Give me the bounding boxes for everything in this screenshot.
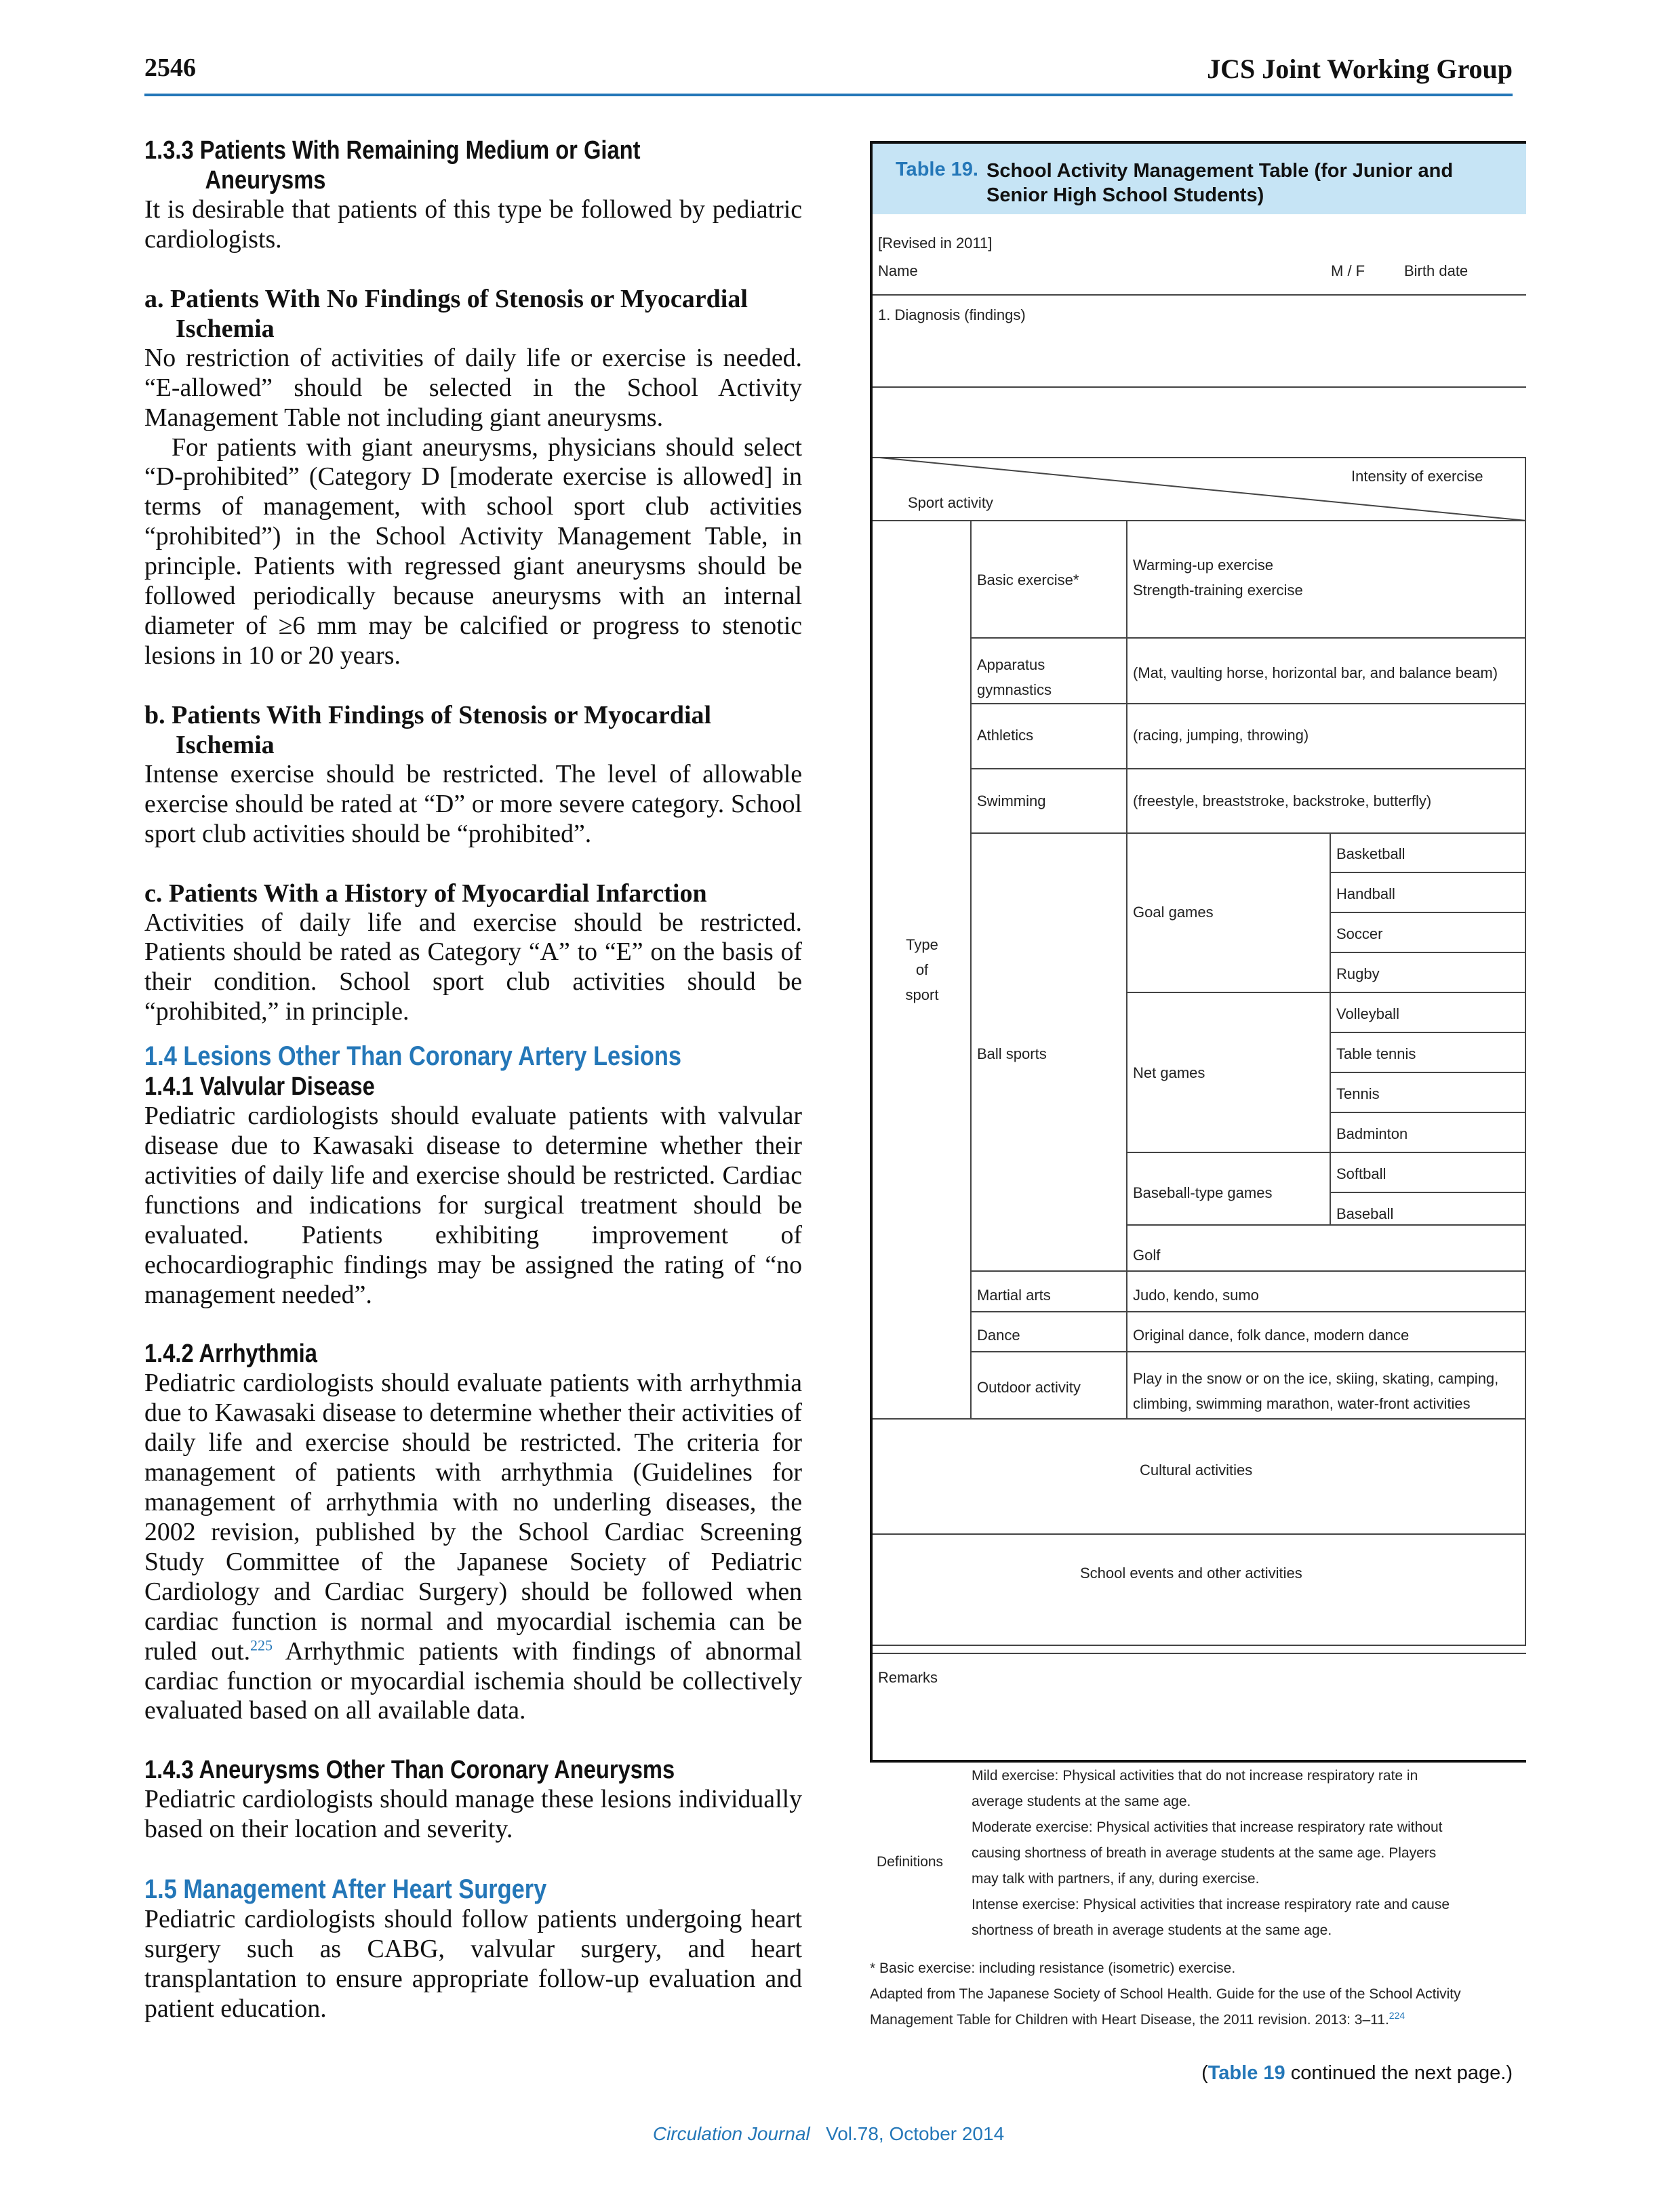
warming-up: Warming-up exercise xyxy=(1133,557,1274,574)
footnote: * Basic exercise: including resistance (isometric) exercise. xyxy=(870,1960,1236,1976)
name-field: Name xyxy=(878,262,918,279)
goal-games: Goal games xyxy=(1133,904,1214,921)
dance-desc: Original dance, folk dance, modern dance xyxy=(1133,1327,1410,1344)
table-title: School Activity Management Table (for Junior and Senior High School Students) xyxy=(986,160,1454,206)
paragraph: Pediatric cardiologists should evaluate patients with arrhythmia due to Kawasaki disease to determine whether their activities of daily life and exercise should be restricted. The criteria for management of patients with arrhythmia (Guidelines for management of arrhythmia with no underling diseases, the 2002 revision, published by the School Cardiac Screening Study Committee of the Japanese Society of Pediatric Cardiology and Cardiac Surgery) should be followed when cardiac function is normal and myocardial ischemia can be ruled out.$^{225}$ Arrhythmic patients with findings of abnormal cardiac function or myocardial ischemia should be collectively evaluated based on all available data. xyxy=(144,1369,802,1725)
paragraph: It is desirable that patients of this type be followed by pediatric cardiologists. xyxy=(144,195,802,254)
continued-note: (Table 19 continued the next page.) xyxy=(1201,2062,1513,2084)
header-rule xyxy=(144,94,1513,96)
section-1-5-title: 1.5 Management After Heart Surgery xyxy=(144,1874,547,1905)
baseball: Baseball xyxy=(1336,1205,1394,1222)
sport-activity-header: Sport activity xyxy=(908,494,993,511)
basketball: Basketball xyxy=(1336,845,1405,862)
net-games: Net games xyxy=(1133,1064,1205,1081)
swimming: Swimming xyxy=(977,792,1046,809)
footnote: Management Table for Children with Heart Disease, the 2011 revision. 2013: 3–11.$^{224}$ xyxy=(870,2010,1405,2028)
reference-link[interactable]: 224 xyxy=(1389,2010,1405,2021)
athletics-desc: (racing, jumping, throwing) xyxy=(1133,727,1309,744)
reference-link[interactable]: 225 xyxy=(250,1636,273,1654)
paragraph: Pediatric cardiologists should follow patients undergoing heart surgery such as CABG, valvular surgery, and heart transplantation to ensure appropriate follow-up evaluation and patient education. xyxy=(144,1905,802,2023)
golf: Golf xyxy=(1133,1247,1161,1264)
section-1-3-3-title: 1.3.3 Patients With Remaining Medium or Giant Aneurysms xyxy=(144,136,641,195)
paragraph: For patients with giant aneurysms, physicians should select “D-prohibited” (Category D [moderate exercise is allowed] in terms of management, with school sport club activities “prohibited”) in the School Activity Management Table, in principle. Patients with regressed giant aneurysms should be followed periodically because aneurysms with an internal diameter of ≥6 mm may be calcified or progress to stenotic lesions in 10 or 20 years. xyxy=(144,433,802,670)
school-events: School events and other activities xyxy=(1080,1565,1302,1582)
swimming-desc: (freestyle, breaststroke, backstroke, butterfly) xyxy=(1133,792,1432,809)
paragraph: Pediatric cardiologists should manage these lesions individually based on their location and severity. xyxy=(144,1785,802,1844)
outdoor-desc: Play in the snow or on the ice, skiing, skating, camping, climbing, swimming marathon, water-front activities xyxy=(1133,1370,1499,1412)
page-footer: Circulation Journal Vol.78, October 2014 xyxy=(652,2123,1005,2144)
definitions-label: Definitions xyxy=(877,1854,944,1870)
table-19 xyxy=(870,141,1526,1763)
paragraph: No restriction of activities of daily life or exercise is needed. “E-allowed” should be selected in the School Activity Management Table not including giant aneurysms. xyxy=(144,343,802,432)
rugby: Rugby xyxy=(1336,965,1380,982)
paragraph: Intense exercise should be restricted. The level of allowable exercise should be rated at “D” or more severe category. School sport club activities should be “prohibited”. xyxy=(144,759,802,848)
martial-arts: Martial arts xyxy=(977,1287,1051,1304)
basic-exercise: Basic exercise* xyxy=(977,571,1079,588)
badminton: Badminton xyxy=(1336,1125,1408,1142)
sex-field: M / F xyxy=(1331,262,1365,279)
subsection-c-title: c. Patients With a History of Myocardial Infarction xyxy=(144,879,707,908)
subsection-b-title: b. Patients With Findings of Stenosis or Myocardial Ischemia xyxy=(144,700,712,759)
strength-training: Strength-training exercise xyxy=(1133,582,1303,599)
diagnosis-field: 1. Diagnosis (findings) xyxy=(878,306,1026,323)
soccer: Soccer xyxy=(1336,925,1383,942)
section-1-4-2-title: 1.4.2 Arrhythmia xyxy=(144,1340,317,1369)
table-label: Table 19. xyxy=(896,159,978,180)
baseball-type-games: Baseball-type games xyxy=(1133,1184,1273,1201)
paragraph: Activities of daily life and exercise should be restricted. Patients should be rated as Category “A” to “E” on the basis of their condition. School sport club activities should be “prohibited,” in principle. xyxy=(144,908,802,1026)
page-number: 2546 xyxy=(144,54,196,82)
athletics: Athletics xyxy=(977,727,1034,744)
revised-note: [Revised in 2011] xyxy=(878,235,993,252)
dance: Dance xyxy=(977,1327,1020,1344)
martial-arts-desc: Judo, kendo, sumo xyxy=(1133,1287,1259,1304)
header-diagonal xyxy=(873,457,1529,523)
table-link[interactable]: Table 19 xyxy=(1207,2062,1285,2084)
cultural-activities: Cultural activities xyxy=(1140,1462,1253,1479)
ball-sports: Ball sports xyxy=(977,1045,1047,1062)
volleyball: Volleyball xyxy=(1336,1005,1399,1022)
table-tennis: Table tennis xyxy=(1336,1045,1416,1062)
birth-date-field: Birth date xyxy=(1404,262,1469,279)
remarks: Remarks xyxy=(878,1669,938,1686)
handball: Handball xyxy=(1336,885,1395,902)
tennis: Tennis xyxy=(1336,1085,1380,1102)
section-1-4-title: 1.4 Lesions Other Than Coronary Artery Lesions xyxy=(144,1041,682,1072)
intensity-header: Intensity of exercise xyxy=(1351,468,1483,485)
footnote: Adapted from The Japanese Society of School Health. Guide for the use of the School Activity xyxy=(870,1986,1461,2002)
apparatus-gymnastics: Apparatus gymnastics xyxy=(977,656,1052,698)
running-header: JCS Joint Working Group xyxy=(1207,54,1513,84)
apparatus-desc: (Mat, vaulting horse, horizontal bar, and balance beam) xyxy=(1133,664,1498,681)
section-1-4-1-title: 1.4.1 Valvular Disease xyxy=(144,1072,375,1102)
paragraph: Pediatric cardiologists should evaluate patients with valvular disease due to Kawasaki disease to determine whether their activities of daily life and exercise should be restricted. Cardiac functions and indications for surgical treatment should be evaluated. Patients exhibiting improvement of echocardiographic findings may be assigned the rating of “no management needed”. xyxy=(144,1102,802,1309)
section-1-4-3-title: 1.4.3 Aneurysms Other Than Coronary Aneurysms xyxy=(144,1756,675,1785)
outdoor-activity: Outdoor activity xyxy=(977,1379,1081,1396)
left-column xyxy=(144,136,802,2024)
subsection-a-title: a. Patients With No Findings of Stenosis or Myocardial Ischemia xyxy=(144,284,748,343)
type-of-sport-label: Type of sport xyxy=(905,936,939,1003)
softball: Softball xyxy=(1336,1165,1386,1182)
